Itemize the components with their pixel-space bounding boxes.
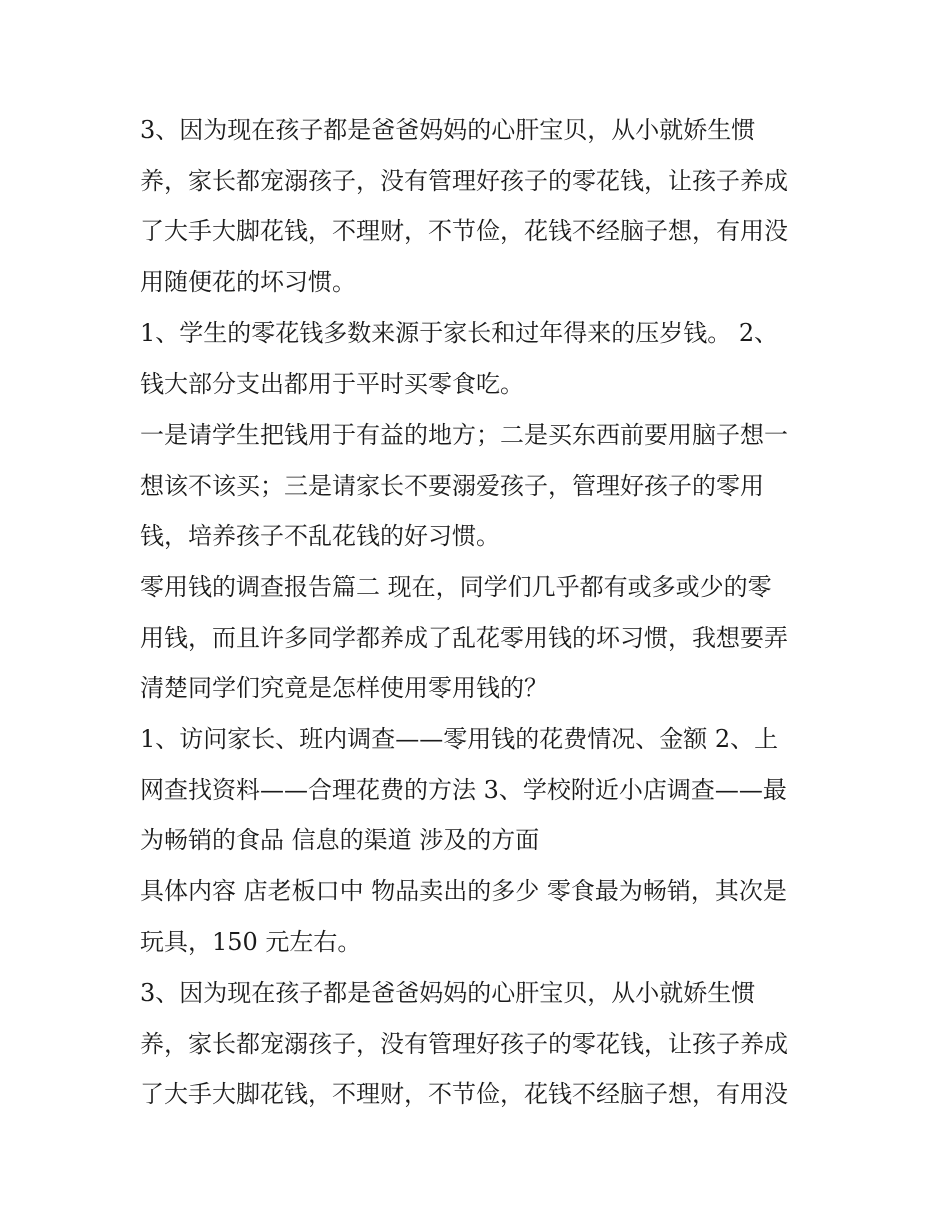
paragraph-4 — [140, 562, 830, 714]
paragraph-line: 用随便花的坏习惯。 — [140, 267, 356, 296]
paragraph-line: 1、访问家长、班内调查——零用钱的花费情况、金额 2、上 — [140, 725, 779, 753]
paragraph-7 — [140, 968, 830, 1120]
paragraph-line: 网查找资料——合理花费的方法 3、学校附近小店调查——最 — [140, 775, 787, 804]
paragraph-line: 了大手大脚花钱，不理财，不节俭，花钱不经脑子想，有用没 — [140, 217, 788, 245]
paragraph-2 — [140, 308, 830, 409]
paragraph-line: 了大手大脚花钱，不理财，不节俭，花钱不经脑子想，有用没 — [140, 1080, 788, 1108]
paragraph-line: 具体内容 店老板口中 物品卖出的多少 零食最为畅销，其次是 — [140, 877, 787, 905]
paragraph-5 — [140, 714, 830, 866]
paragraph-line: 用钱，而且许多同学都养成了乱花零用钱的坏习惯，我想要弄 — [140, 623, 788, 652]
paragraph-line: 养，家长都宠溺孩子，没有管理好孩子的零花钱，让孩子养成 — [140, 1029, 788, 1058]
paragraph-line: 1、学生的零花钱多数来源于家长和过年得来的压岁钱。 2、 — [140, 319, 779, 347]
paragraph-3 — [140, 410, 830, 562]
paragraph-line: 钱，培养孩子不乱花钱的好习惯。 — [140, 522, 500, 550]
paragraph-6 — [140, 866, 830, 967]
paragraph-line: 为畅销的食品 信息的渠道 涉及的方面 — [140, 826, 540, 854]
paragraph-line: 钱大部分支出都用于平时买零食吃。 — [140, 369, 524, 398]
paragraph-line: 3、因为现在孩子都是爸爸妈妈的心肝宝贝，从小就娇生惯 — [140, 979, 756, 1007]
paragraph-line: 零用钱的调查报告篇二 现在，同学们几乎都有或多或少的零 — [140, 573, 772, 601]
paragraph-line: 玩具，150 元左右。 — [140, 927, 362, 956]
paragraph-line: 清楚同学们究竟是怎样使用零用钱的？ — [140, 674, 548, 702]
paragraph-1 — [140, 105, 830, 307]
paragraph-line: 3、因为现在孩子都是爸爸妈妈的心肝宝贝，从小就娇生惯 — [140, 116, 756, 144]
paragraph-line: 想该不该买；三是请家长不要溺爱孩子，管理好孩子的零用 — [140, 471, 764, 500]
paragraph-line: 养，家长都宠溺孩子，没有管理好孩子的零花钱，让孩子养成 — [140, 166, 788, 195]
paragraph-line: 一是请学生把钱用于有益的地方；二是买东西前要用脑子想一 — [140, 421, 788, 449]
